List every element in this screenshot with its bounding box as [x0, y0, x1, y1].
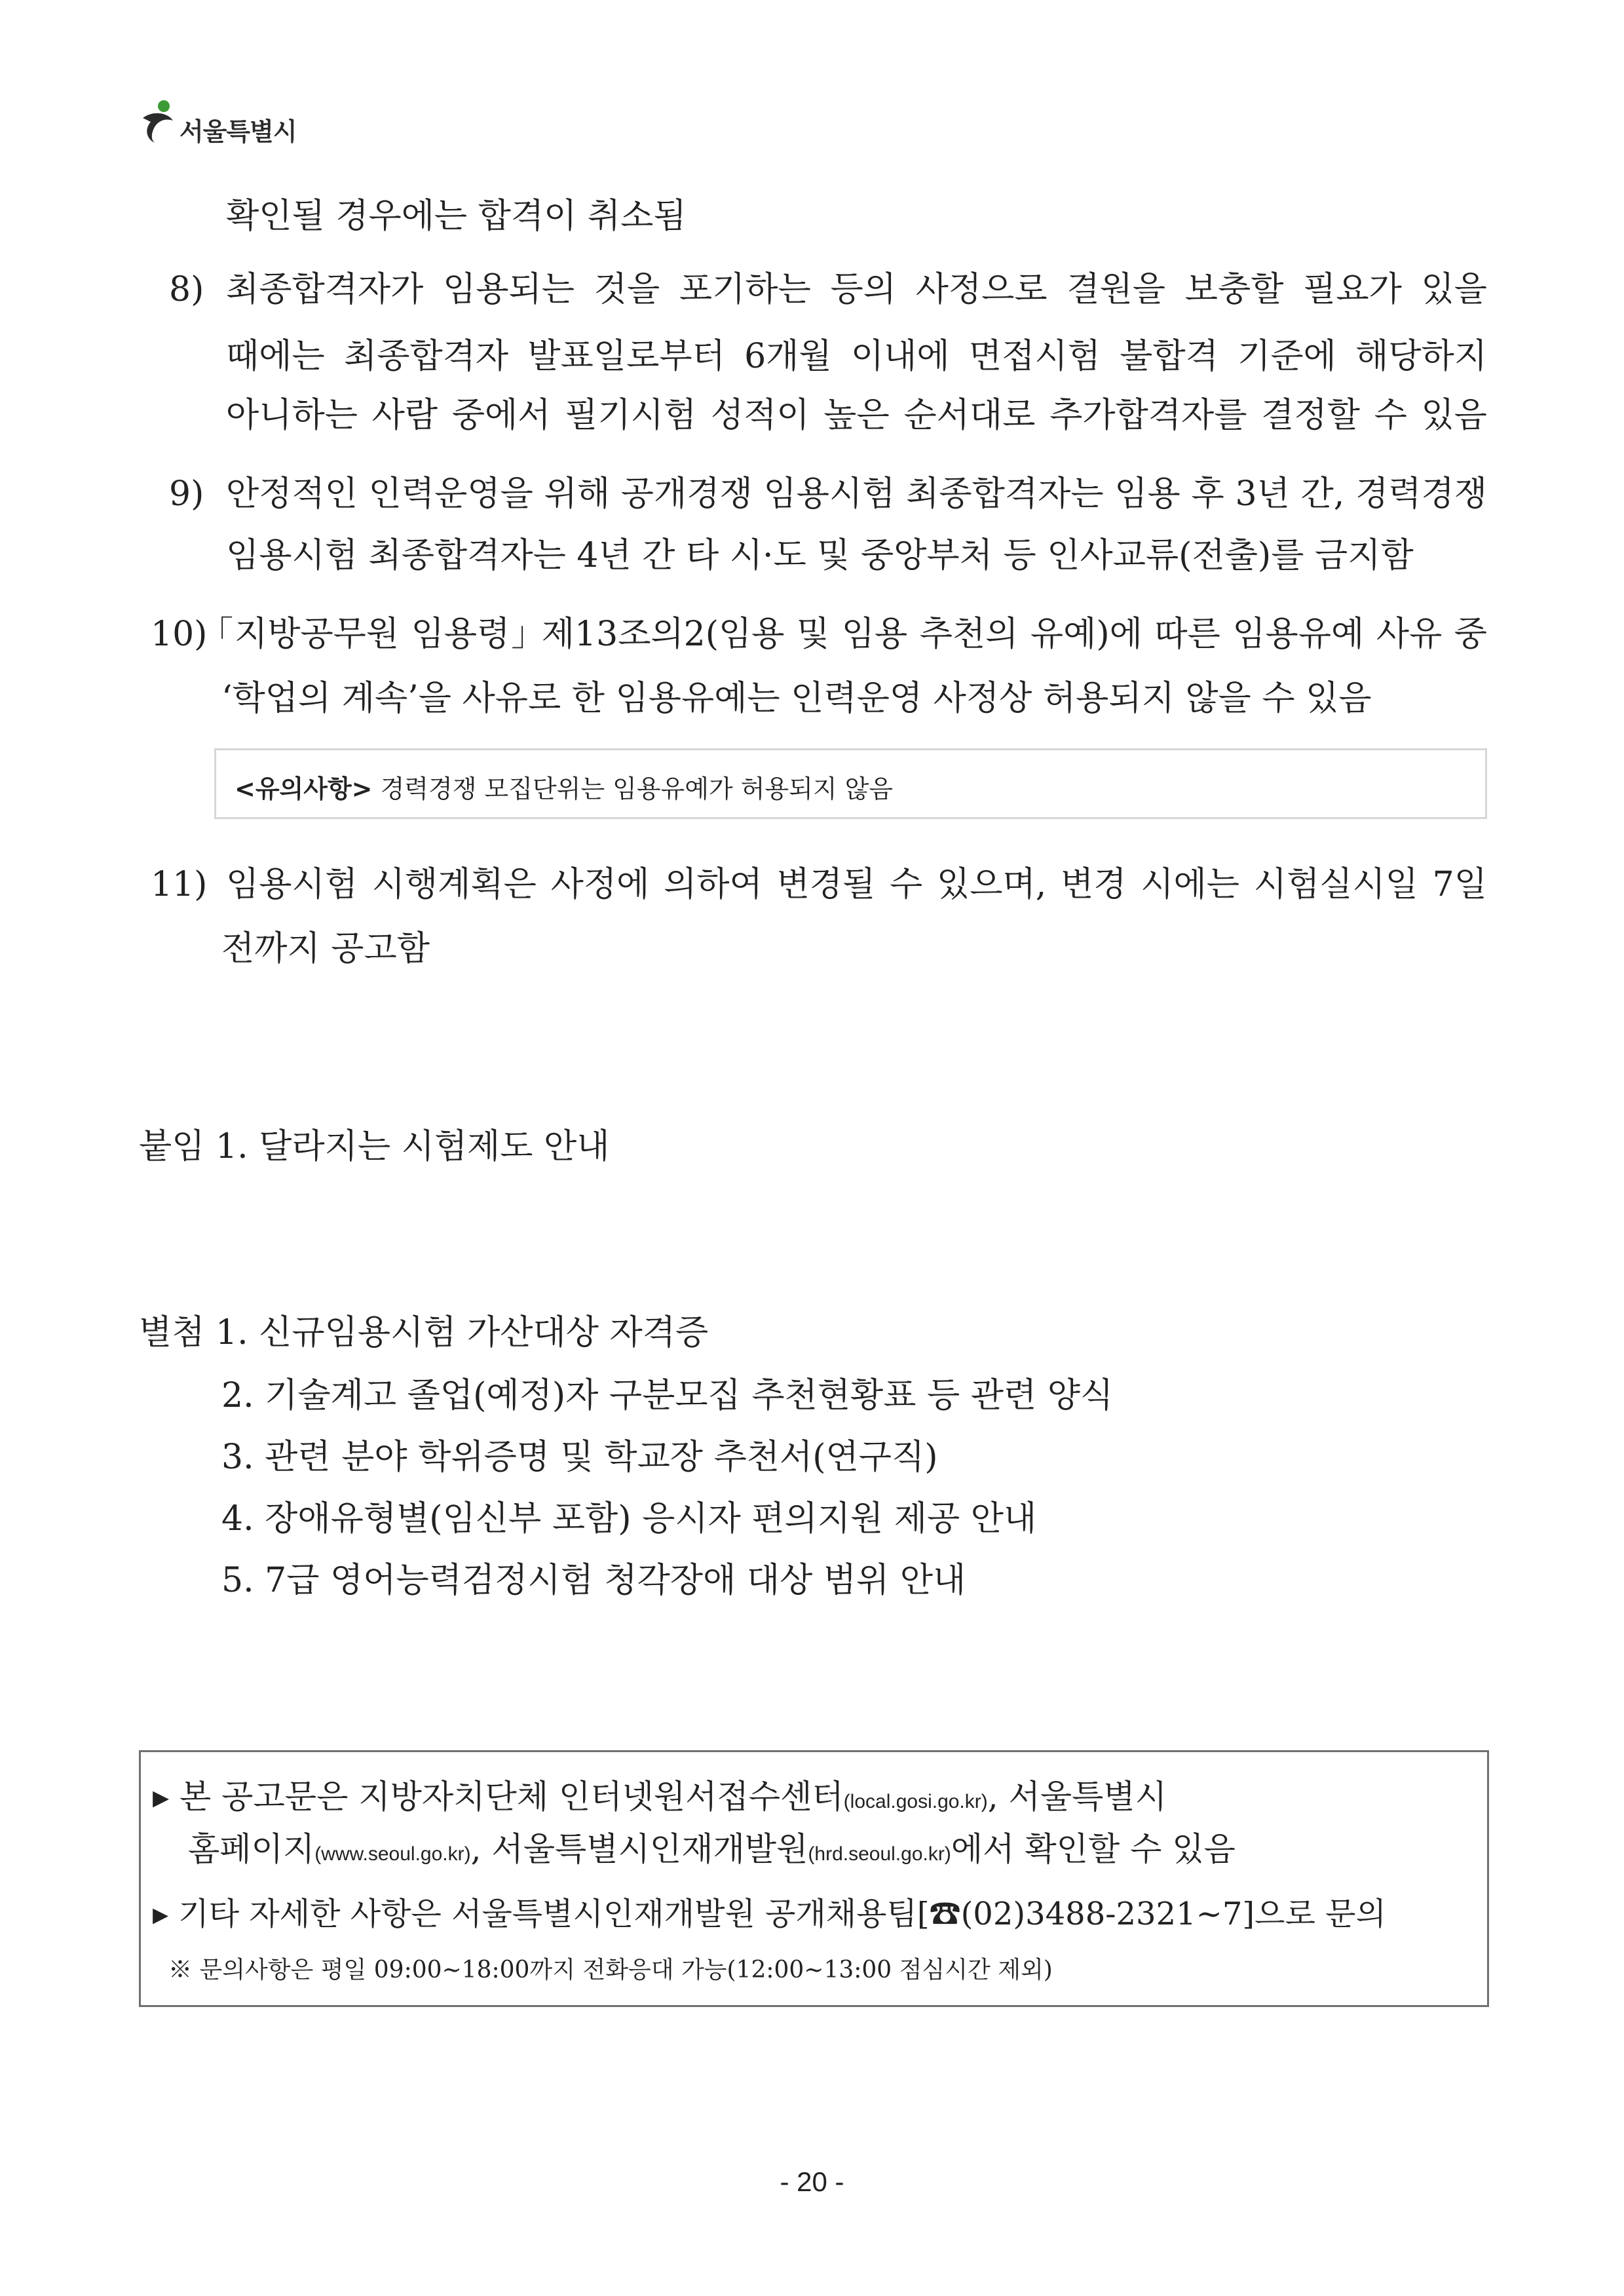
- item8-line-3: 아니하는 사람 중에서 필기시험 성적이 높은 순서대로 추가합격자를 결정할 수 있음: [226, 396, 1487, 435]
- item11-number: 11): [151, 865, 208, 904]
- item9-number: 9): [169, 474, 204, 514]
- info-line-2-suffix: 에서 확인할 수 있음: [951, 1830, 1236, 1868]
- info-note: ※ 문의사항은 평일 09:00~18:00까지 전화응대 가능(12:00~13:00 점심시간 제외): [168, 1957, 1053, 1983]
- item8-number: 8): [169, 270, 204, 309]
- item9-line-1: 안정적인 인력운영을 위해 공개경쟁 임용시험 최종합격자는 임용 후 3년 간, 경력경쟁: [226, 474, 1487, 514]
- info-line-3: ▸ 기타 자세한 사항은 서울특별시인재개발원 공개채용팀[☎(02)3488-2321~7]으로 문의: [153, 1896, 1386, 1932]
- info-line-2-mid: , 서울특별시인재개발원: [470, 1830, 808, 1868]
- appendix-item-3: 3. 관련 분야 학위증명 및 학교장 추천서(연구직): [221, 1438, 938, 1477]
- info-box: [139, 1750, 1489, 2007]
- hrd-url[interactable]: (hrd.seoul.go.kr): [808, 1843, 951, 1865]
- info-line-1-suffix: , 서울특별시: [987, 1778, 1167, 1816]
- seoul-logo-icon: [139, 98, 178, 144]
- info-line-2-text: 홈페이지: [188, 1830, 315, 1868]
- notice-body: 경력경쟁 모집단위는 임용유예가 허용되지 않음: [372, 775, 894, 803]
- item11-line-1: 임용시험 시행계획은 사정에 의하여 변경될 수 있으며, 변경 시에는 시험실시일 7일: [226, 865, 1487, 904]
- seoul-url[interactable]: (www.seoul.go.kr): [314, 1843, 471, 1865]
- info-line-1-text: ▸ 본 공고문은 지방자치단체 인터넷원서접수센터: [153, 1778, 844, 1816]
- appendix-item-1: 별첨 1. 신규임용시험 가산대상 자격증: [139, 1313, 709, 1352]
- info-line-1: [153, 1770, 1167, 1818]
- notice-text: [235, 769, 893, 805]
- gosi-url[interactable]: (local.gosi.go.kr): [843, 1791, 988, 1812]
- item9-line-2: 임용시험 최종합격자는 4년 간 타 시·도 및 중앙부처 등 인사교류(전출)를 금지함: [226, 536, 1414, 575]
- item11-line-2: 전까지 공고함: [221, 929, 430, 968]
- notice-box: [214, 748, 1487, 819]
- appendix-item-4: 4. 장애유형별(임신부 포함) 응시자 편의지원 제공 안내: [221, 1499, 1037, 1539]
- info-line-2: [188, 1823, 1236, 1870]
- org-name: 서울특별시: [179, 117, 297, 146]
- attachment-line: 붙임 1. 달라지는 시험제도 안내: [139, 1127, 610, 1166]
- item10-number: 10): [151, 615, 208, 654]
- item7-continuation: 확인될 경우에는 합격이 취소됨: [226, 197, 687, 236]
- item8-line-1: 최종합격자가 임용되는 것을 포기하는 등의 사정으로 결원을 보충할 필요가 있을: [226, 270, 1487, 309]
- page-number: - 20 -: [780, 2166, 844, 2197]
- appendix-item-2: 2. 기술계고 졸업(예정)자 구분모집 추천현황표 등 관련 양식: [221, 1376, 1114, 1415]
- notice-label: <유의사항>: [235, 775, 373, 803]
- item8-line-2: 때에는 최종합격자 발표일로부터 6개월 이내에 면접시험 불합격 기준에 해당하지: [226, 337, 1487, 376]
- appendix-item-5: 5. 7급 영어능력검정시험 청각장애 대상 범위 안내: [221, 1561, 966, 1600]
- item10-line-1: ｢지방공무원 임용령｣ 제13조의2(임용 및 임용 추천의 유예)에 따른 임용유예 사유 중: [216, 615, 1487, 654]
- item10-line-2: ‘학업의 계속’을 사유로 한 임용유예는 인력운영 사정상 허용되지 않을 수 있음: [221, 679, 1372, 718]
